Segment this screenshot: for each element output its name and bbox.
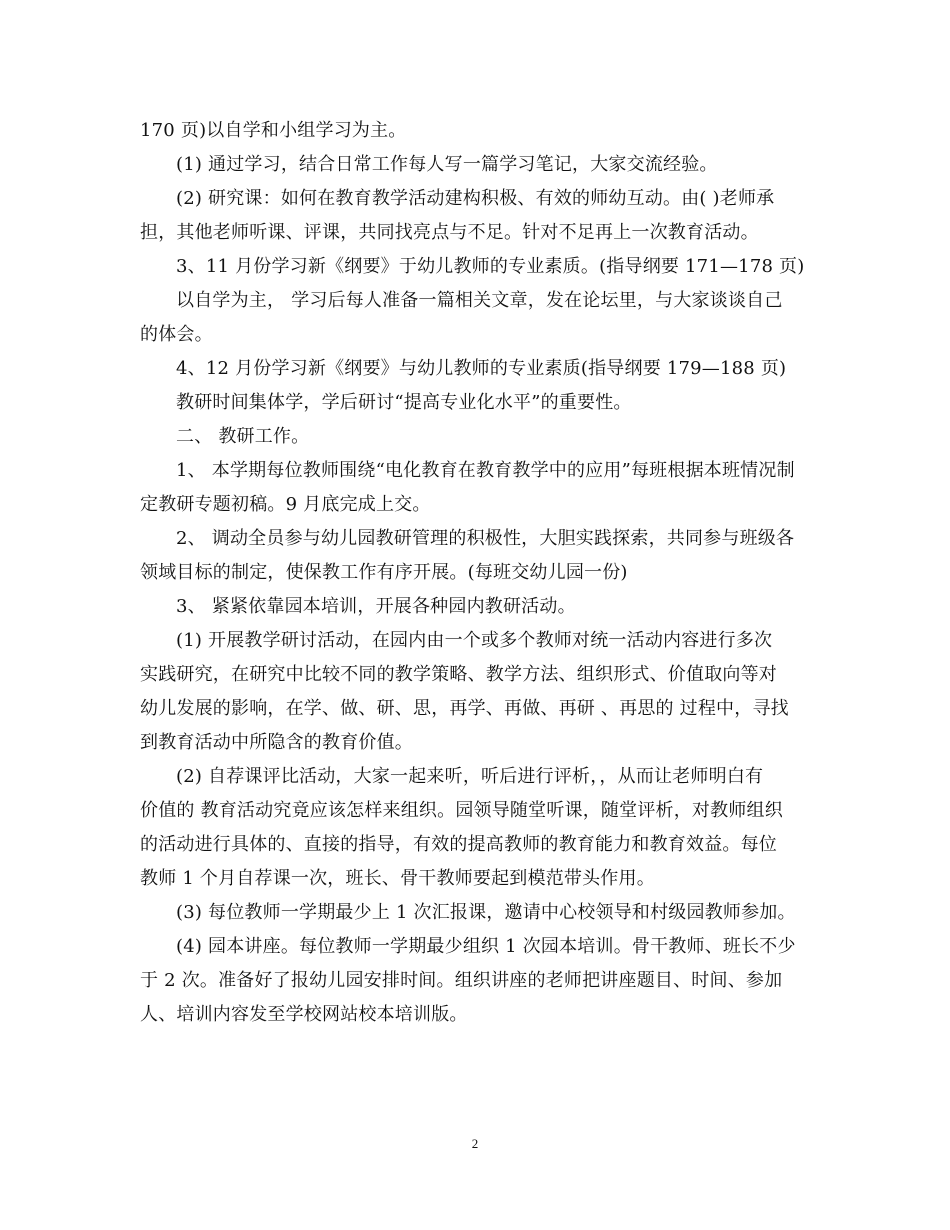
text-line: 170 页)以自学和小组学习为主。	[140, 120, 407, 141]
text-line: 到教育活动中所隐含的教育价值。	[140, 732, 413, 753]
text-line: 1、 本学期每位教师围绕“电化教育在教育教学中的应用”每班根据本班情况制	[176, 460, 795, 481]
text-line: 的活动进行具体的、直接的指导，有效的提高教师的教育能力和教育效益。每位	[140, 834, 777, 855]
text-line: 3、11 月份学习新《纲要》于幼儿教师的专业素质。(指导纲要 171—178 页)	[176, 256, 805, 277]
text-line: 以自学为主， 学习后每人准备一篇相关文章，发在论坛里，与大家谈谈自己	[176, 290, 783, 311]
text-line: 的体会。	[140, 324, 213, 345]
text-line: 于 2 次。准备好了报幼儿园安排时间。组织讲座的老师把讲座题目、时间、参加	[140, 970, 783, 991]
text-line: 定教研专题初稿。9 月底完成上交。	[140, 494, 431, 515]
text-line: 教师 1 个月自荐课一次，班长、骨干教师要起到模范带头作用。	[140, 868, 655, 889]
text-line: (1) 开展教学研讨活动，在园内由一个或多个教师对统一活动内容进行多次	[176, 630, 773, 651]
text-line: 二、 教研工作。	[176, 426, 310, 447]
text-line: 人、培训内容发至学校网站校本培训版。	[140, 1004, 468, 1025]
text-line: 4、12 月份学习新《纲要》与幼儿教师的专业素质(指导纲要 179—188 页)	[176, 358, 787, 379]
text-line: (4) 园本讲座。每位教师一学期最少组织 1 次园本培训。骨干教师、班长不少	[176, 936, 796, 957]
text-line: (1) 通过学习，结合日常工作每人写一篇学习笔记，大家交流经验。	[176, 154, 718, 175]
text-line: (3) 每位教师一学期最少上 1 次汇报课，邀请中心校领导和村级园教师参加。	[176, 902, 796, 923]
text-line: (2) 自荐课评比活动，大家一起来听，听后进行评析，，从而让老师明白有	[176, 766, 764, 787]
text-line: 实践研究，在研究中比较不同的教学策略、教学方法、组织形式、价值取向等对	[140, 664, 777, 685]
page-number: 2	[471, 1136, 479, 1151]
text-line: 价值的 教育活动究竟应该怎样来组织。园领导随堂听课，随堂评析，对教师组织	[140, 800, 783, 821]
document-body	[140, 114, 810, 1032]
text-line: (2) 研究课：如何在教育教学活动建构积极、有效的师幼互动。由( )老师承	[176, 188, 775, 209]
text-line: 领域目标的制定，使保教工作有序开展。(每班交幼儿园一份)	[140, 562, 628, 583]
text-line: 2、 调动全员参与幼儿园教研管理的积极性，大胆实践探索，共同参与班级各	[176, 528, 795, 549]
text-line: 3、 紧紧依靠园本培训，开展各种园内教研活动。	[176, 596, 576, 617]
text-line: 担，其他老师听课、评课，共同找亮点与不足。针对不足再上一次教育活动。	[140, 222, 759, 243]
text-line: 教研时间集体学，学后研讨“提高专业化水平”的重要性。	[176, 392, 632, 413]
text-line: 幼儿发展的影响，在学、做、研、思，再学、再做、再研 、再思的 过程中，寻找	[140, 698, 789, 719]
